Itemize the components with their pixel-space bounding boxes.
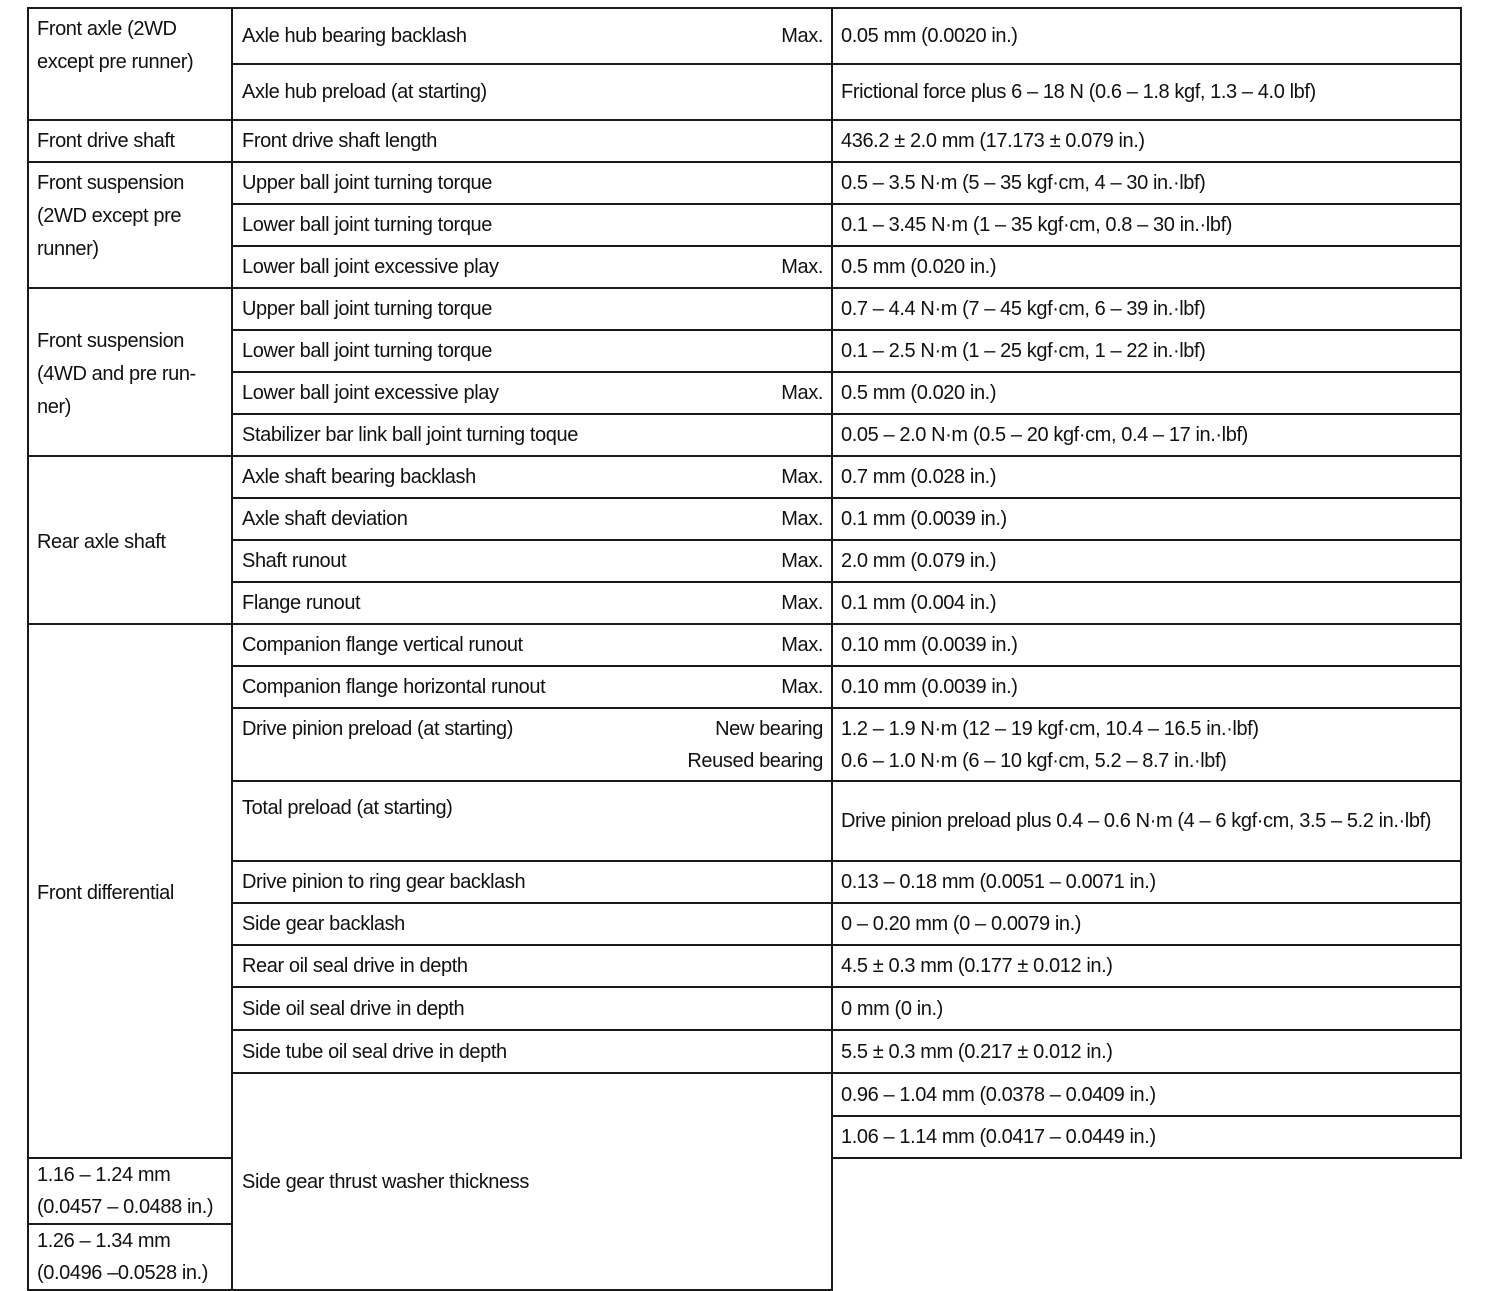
- item-label: Stabilizer bar link ball joint turning toque: [242, 424, 578, 446]
- spec-value: 1.16 – 1.24 mm (0.0457 – 0.0488 in.): [28, 1158, 232, 1224]
- table-row: [28, 288, 1461, 330]
- item-cell: [232, 162, 832, 204]
- spec-value: 0.1 – 3.45 N·m (1 – 35 kgf·cm, 0.8 – 30 in.·lbf): [832, 204, 1461, 246]
- qualifier-label: Max.: [781, 466, 823, 488]
- table-row: [28, 1073, 1461, 1116]
- item-cell: [232, 1030, 832, 1073]
- item-cell: [232, 204, 832, 246]
- qualifier-label: Max.: [781, 256, 823, 278]
- spec-value: 0.10 mm (0.0039 in.): [832, 624, 1461, 666]
- spec-value: 0.1 mm (0.004 in.): [832, 582, 1461, 624]
- table-row: [28, 903, 1461, 945]
- spec-value: 0.1 mm (0.0039 in.): [832, 498, 1461, 540]
- spec-value: 0 – 0.20 mm (0 – 0.0079 in.): [832, 903, 1461, 945]
- item-label: Companion flange horizontal runout: [242, 676, 546, 698]
- spec-value: 0.13 – 0.18 mm (0.0051 – 0.0071 in.): [832, 861, 1461, 903]
- spec-table: [27, 7, 1462, 1291]
- spec-value: 0.10 mm (0.0039 in.): [832, 666, 1461, 708]
- item-cell: [232, 582, 832, 624]
- qualifier-label: Max.: [781, 634, 823, 656]
- item-cell: [232, 540, 832, 582]
- group-front-suspension-4wd: Front suspension (4WD and pre run-ner): [28, 288, 232, 456]
- item-label: Side gear backlash: [242, 913, 405, 935]
- spec-value: 0.6 – 1.0 N·m (6 – 10 kgf·cm, 5.2 – 8.7 in.·lbf): [841, 749, 1227, 772]
- table-row: [28, 330, 1461, 372]
- table-row: [28, 204, 1461, 246]
- spec-value: 2.0 mm (0.079 in.): [832, 540, 1461, 582]
- item-cell: [232, 708, 832, 781]
- table-row: [28, 498, 1461, 540]
- item-label: Upper ball joint turning torque: [242, 172, 492, 194]
- group-rear-axle-shaft: Rear axle shaft: [28, 456, 232, 624]
- spec-value: 0.5 mm (0.020 in.): [832, 246, 1461, 288]
- group-front-axle: Front axle (2WD except pre runner): [28, 8, 232, 120]
- item-label: Axle shaft bearing backlash: [242, 466, 476, 488]
- table-row: [28, 624, 1461, 666]
- spec-value: 0.05 – 2.0 N·m (0.5 – 20 kgf·cm, 0.4 – 17 in.·lbf): [832, 414, 1461, 456]
- item-cell: [232, 781, 832, 861]
- item-cell: [232, 624, 832, 666]
- table-row: [28, 781, 1461, 861]
- item-label: Drive pinion to ring gear backlash: [242, 871, 526, 893]
- item-cell: [232, 120, 832, 162]
- table-row: [28, 708, 1461, 781]
- spec-value: 1.26 – 1.34 mm (0.0496 –0.0528 in.): [28, 1224, 232, 1290]
- item-cell: [232, 666, 832, 708]
- qualifier-reused-bearing: Reused bearing: [687, 749, 823, 772]
- spec-value: 436.2 ± 2.0 mm (17.173 ± 0.079 in.): [832, 120, 1461, 162]
- spec-value: Drive pinion preload plus 0.4 – 0.6 N·m (4 – 6 kgf·cm, 3.5 – 5.2 in.·lbf): [832, 781, 1461, 861]
- spec-value: 0.96 – 1.04 mm (0.0378 – 0.0409 in.): [832, 1073, 1461, 1116]
- qualifier-label: Max.: [781, 25, 823, 47]
- spec-value: 1.2 – 1.9 N·m (12 – 19 kgf·cm, 10.4 – 16.5 in.·lbf): [841, 717, 1259, 740]
- item-cell: [232, 945, 832, 987]
- item-label: Shaft runout: [242, 550, 347, 572]
- qualifier-label: Max.: [781, 592, 823, 614]
- item-cell: [232, 246, 832, 288]
- spec-value: 0.7 – 4.4 N·m (7 – 45 kgf·cm, 6 – 39 in.·lbf): [832, 288, 1461, 330]
- table-row: [28, 372, 1461, 414]
- qualifier-label: Max.: [781, 508, 823, 530]
- qualifier-new-bearing: New bearing: [715, 717, 823, 740]
- item-cell: [232, 288, 832, 330]
- item-cell: [232, 861, 832, 903]
- spec-value: 0 mm (0 in.): [832, 987, 1461, 1030]
- table-row: [28, 8, 1461, 64]
- item-label: Companion flange vertical runout: [242, 634, 523, 656]
- item-cell: [232, 903, 832, 945]
- spec-value: 0.7 mm (0.028 in.): [832, 456, 1461, 498]
- table-row: [28, 414, 1461, 456]
- item-label: Lower ball joint excessive play: [242, 382, 499, 404]
- item-label: Side gear thrust washer thickness: [242, 1170, 529, 1193]
- item-label: Lower ball joint turning torque: [242, 340, 492, 362]
- item-cell: [232, 987, 832, 1030]
- table-row: [28, 945, 1461, 987]
- item-label: Rear oil seal drive in depth: [242, 955, 468, 977]
- item-label: Drive pinion preload (at starting): [242, 717, 513, 740]
- table-row: [28, 666, 1461, 708]
- qualifier-label: Max.: [781, 382, 823, 404]
- table-row: [28, 1030, 1461, 1073]
- item-label: Flange runout: [242, 592, 361, 614]
- item-cell: [232, 498, 832, 540]
- item-cell: [232, 330, 832, 372]
- spec-value: Frictional force plus 6 – 18 N (0.6 – 1.8 kgf, 1.3 – 4.0 lbf): [832, 64, 1461, 120]
- item-cell: [232, 64, 832, 120]
- table-row: [28, 64, 1461, 120]
- item-label: Axle hub preload (at starting): [242, 81, 487, 103]
- table-row: [28, 987, 1461, 1030]
- table-row: [28, 120, 1461, 162]
- table-row: [28, 540, 1461, 582]
- item-label: Front drive shaft length: [242, 130, 437, 152]
- item-label: Total preload (at starting): [242, 797, 453, 819]
- table-row: [28, 162, 1461, 204]
- item-cell: [232, 8, 832, 64]
- item-cell: [232, 414, 832, 456]
- qualifier-label: Max.: [781, 550, 823, 572]
- group-front-suspension-2wd: Front suspension (2WD except pre runner): [28, 162, 232, 288]
- table-row: [28, 582, 1461, 624]
- spec-value: 4.5 ± 0.3 mm (0.177 ± 0.012 in.): [832, 945, 1461, 987]
- qualifier-label: Max.: [781, 676, 823, 698]
- item-cell: [232, 372, 832, 414]
- group-front-differential: Front differential: [28, 624, 232, 1158]
- table-row: [28, 861, 1461, 903]
- group-front-drive-shaft: Front drive shaft: [28, 120, 232, 162]
- spec-value: 5.5 ± 0.3 mm (0.217 ± 0.012 in.): [832, 1030, 1461, 1073]
- item-label: Axle shaft deviation: [242, 508, 408, 530]
- item-label: Side oil seal drive in depth: [242, 997, 465, 1020]
- spec-value: 1.06 – 1.14 mm (0.0417 – 0.0449 in.): [832, 1116, 1461, 1158]
- item-label: Lower ball joint excessive play: [242, 256, 499, 278]
- item-cell: [232, 456, 832, 498]
- item-label: Upper ball joint turning torque: [242, 298, 492, 320]
- spec-value: 0.05 mm (0.0020 in.): [832, 8, 1461, 64]
- item-label: Side tube oil seal drive in depth: [242, 1040, 507, 1063]
- spec-value: 0.5 – 3.5 N·m (5 – 35 kgf·cm, 4 – 30 in.·lbf): [832, 162, 1461, 204]
- item-label: Axle hub bearing backlash: [242, 25, 467, 47]
- item-label: Lower ball joint turning torque: [242, 214, 492, 236]
- table-row: [28, 456, 1461, 498]
- table-row: [28, 246, 1461, 288]
- spec-cell: [832, 708, 1461, 781]
- spec-value: 0.5 mm (0.020 in.): [832, 372, 1461, 414]
- spec-value: 0.1 – 2.5 N·m (1 – 25 kgf·cm, 1 – 22 in.·lbf): [832, 330, 1461, 372]
- item-cell: [232, 1073, 832, 1290]
